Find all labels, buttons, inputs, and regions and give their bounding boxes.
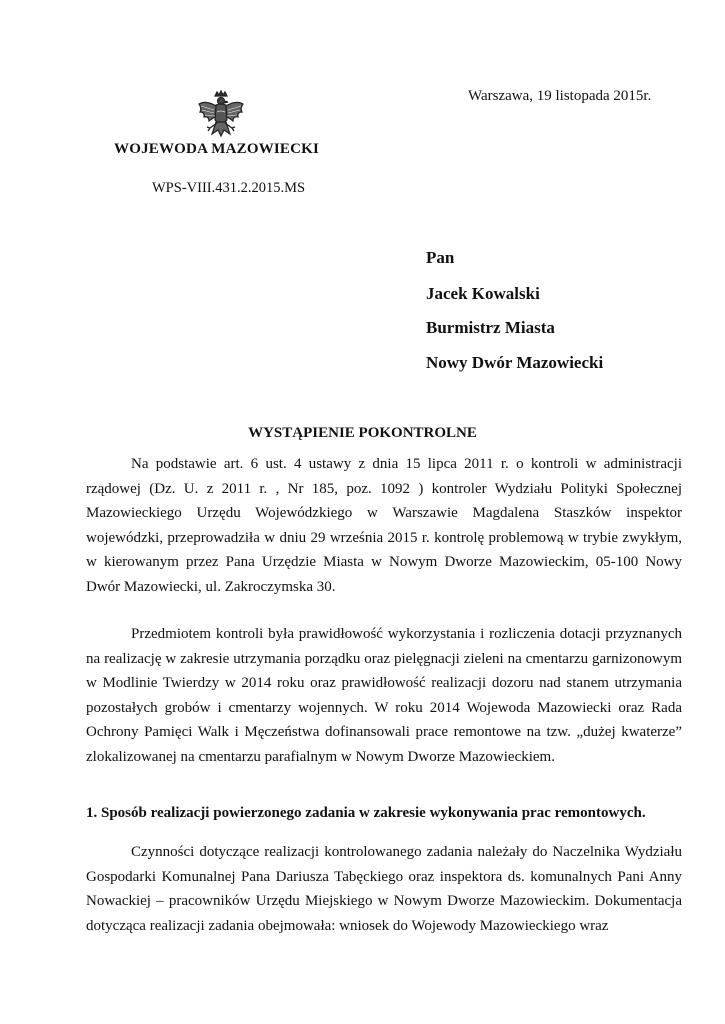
recipient-name: Jacek Kowalski xyxy=(426,284,540,303)
paragraph-subject: Przedmiotem kontroli była prawidłowość wykorzystania i rozliczenia dotacji przyznanych na realizację w zakresie utrzymania porządku oraz pielęgnacji zieleni na cmentarzu garnizonowym w Modlinie Twierdzy w 2014 roku oraz prawidłowość realizacji dozoru nad stanem utrzymania pozostałych grobów i cmentarzy wojennych. W roku 2014 Wojewoda Mazowiecki oraz Rada Ochrony Pamięci Walk i Męczeństwa dofinansowali prace remontowe na tzw. „dużej kwaterze” zlokalizowanej na cmentarzu parafialnym w Nowym Dworze Mazowieckiem. xyxy=(86,626,682,765)
section-heading: 1. Sposób realizacji powierzonego zadania w zakresie wykonywania prac remontowych. xyxy=(86,805,646,821)
reference-number: WPS-VIII.431.2.2015.MS xyxy=(152,180,306,196)
paragraph-section-1: Czynności dotyczące realizacji kontrolowanego zadania należały do Naczelnika Wydziału Gospodarki Komunalnej Pana Dariusza Tabęckiego oraz inspektora ds. komunalnych Pani Anny Nowackiej – pracowników Urzędu Miejskiego w Nowym Dworze Mazowieckim. Dokumentacja dotycząca realizacji zadania obejmowała: wniosek do Wojewody Mazowieckiego wraz xyxy=(86,844,682,934)
recipient-city: Nowy Dwór Mazowiecki xyxy=(426,353,604,372)
office-name: WOJEWODA MAZOWIECKI xyxy=(114,141,320,157)
letter-date: Warszawa, 19 listopada 2015r. xyxy=(468,88,652,104)
paragraph-legal-basis: Na podstawie art. 6 ust. 4 ustawy z dnia 15 lipca 2011 r. o kontroli w administracji rządowej (Dz. U. z 2011 r. , Nr 185, poz. 1092 ) kontroler Wydziału Polityki Społecznej Mazowieckiego Urzędu Wojewódzkiego w Warszawie Magdalena Staszków inspektor wojewódzki, przeprowadziła w dniu 29 września 2015 r. kontrolę problemową w trybie zwykłym, w kierowanym przez Pana Urzędzie Miasta w Nowym Dworze Mazowieckim, 05-100 Nowy Dwór Mazowiecki, ul. Zakroczymska 30. xyxy=(86,456,682,595)
recipient-position: Burmistrz Miasta xyxy=(426,318,555,337)
polish-eagle-emblem xyxy=(196,90,246,146)
recipient-salutation: Pan xyxy=(426,248,455,267)
document-title: WYSTĄPIENIE POKONTROLNE xyxy=(248,425,477,441)
